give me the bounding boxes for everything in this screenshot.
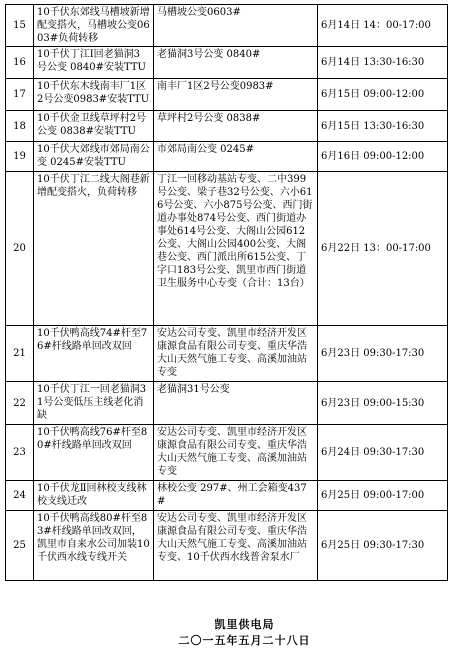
work-description: 10千伏大郊线市郊局南公变 0245#安装TTU	[34, 142, 154, 172]
table-row	[6, 5, 448, 47]
table-row	[6, 79, 448, 111]
work-description: 10千伏龙Ⅱ回林校支线林校支线迁改	[34, 481, 154, 511]
schedule-body	[6, 5, 448, 581]
table-row	[6, 172, 448, 326]
table-row	[6, 511, 448, 581]
table-row	[6, 326, 448, 382]
table-row	[6, 425, 448, 481]
outage-time: 6月14日 13:30-16:30	[318, 47, 448, 79]
outage-time: 6月22日 13：00-17:00	[318, 172, 448, 326]
work-description: 10千伏金卫线草坪村2号公变 0838#安装TTU	[34, 111, 154, 142]
outage-time: 6月25日 09:00-17:00	[318, 481, 448, 511]
outage-time: 6月14日 14：00-17:00	[318, 5, 448, 47]
outage-schedule-table	[5, 4, 448, 581]
work-description: 10千伏丁江一回老猫洞31号公变低压主线老化消缺	[34, 382, 154, 425]
row-number: 22	[6, 382, 34, 425]
row-number: 18	[6, 111, 34, 142]
affected-area: 市郊局南公变 0245#	[154, 142, 318, 172]
outage-time: 6月15日 09:00-12:00	[318, 79, 448, 111]
affected-area: 老猫洞3号公变 0840#	[154, 47, 318, 79]
affected-area: 马槽坡公变0603#	[154, 5, 318, 47]
outage-time: 6月15日 13:30-16:30	[318, 111, 448, 142]
affected-area: 南丰厂1区2号公变0983#	[154, 79, 318, 111]
affected-area: 安达公司专变、凯里市经济开发区康源食品有限公司专变、重庆华浩大山天然气施工专变、高溪加油站专变	[154, 425, 318, 481]
row-number: 21	[6, 326, 34, 382]
table-row	[6, 111, 448, 142]
row-number: 25	[6, 511, 34, 581]
affected-area: 草坪村2号公变 0838#	[154, 111, 318, 142]
affected-area: 安达公司专变、凯里市经济开发区康源食品有限公司专变、重庆华浩大山天然气施工专变、高溪加油站专变	[154, 326, 318, 382]
work-description: 10千伏鸭高线74#杆至76#杆线路单回改双回	[34, 326, 154, 382]
row-number: 16	[6, 47, 34, 79]
affected-area: 安达公司专变、凯里市经济开发区康源食品有限公司专变、重庆华浩大山天然气施工专变、高溪加油站专变、10千伏西水线普舍泵水厂	[154, 511, 318, 581]
row-number: 19	[6, 142, 34, 172]
affected-area: 老猫洞31号公变	[154, 382, 318, 425]
issuer-name: 凯里供电局	[214, 618, 275, 631]
affected-area: 林校公变 297#、州工会箱变437#	[154, 481, 318, 511]
table-row	[6, 481, 448, 511]
work-description: 10千伏东木线南丰厂1区2号公变0983#安装TTU	[34, 79, 154, 111]
table-row	[6, 142, 448, 172]
row-number: 20	[6, 172, 34, 326]
table-row	[6, 47, 448, 79]
row-number: 17	[6, 79, 34, 111]
work-description: 10千伏鸭高线76#杆至80#杆线路单回改双回	[34, 425, 154, 481]
work-description: 10千伏鸭高线80#杆至83#杆线路单回改双回，凯里市自来水公司加装10千伏西水线专线开关	[34, 511, 154, 581]
issue-date: 二〇一五年五月二十八日	[178, 634, 311, 647]
row-number: 15	[6, 5, 34, 47]
work-description: 10千伏丁江Ⅰ回老猫洞3号公变 0840#安装TTU	[34, 47, 154, 79]
outage-time: 6月24日 09:30-17:30	[318, 425, 448, 481]
outage-time: 6月16日 09:00-12:00	[318, 142, 448, 172]
table-row	[6, 382, 448, 425]
work-description: 10千伏丁江二线大阁巷新增配变搭火，负荷转移	[34, 172, 154, 326]
outage-time: 6月23日 09:00-15:30	[318, 382, 448, 425]
row-number: 23	[6, 425, 34, 481]
work-description: 10千伏东郊线马槽坡新增配变搭火，马槽坡公变0603#负荷转移	[34, 5, 154, 47]
outage-time: 6月25日 09:30-17:30	[318, 511, 448, 581]
row-number: 24	[6, 481, 34, 511]
outage-time: 6月23日 09:30-17:30	[318, 326, 448, 382]
affected-area: 丁江一回移动基站专变、二中399号公变、梁子巷32号公变、六小616号公变、六小875号公变、西门街道办事处874号公变、西门街道办事处614号公变、大阁山公园612公变、大阁山公园400公变、大阁巷公变、西门派出所615公变、丁字口183号公变、凯里市西门街道卫生服务中心专变（合计：13台）	[154, 172, 318, 326]
